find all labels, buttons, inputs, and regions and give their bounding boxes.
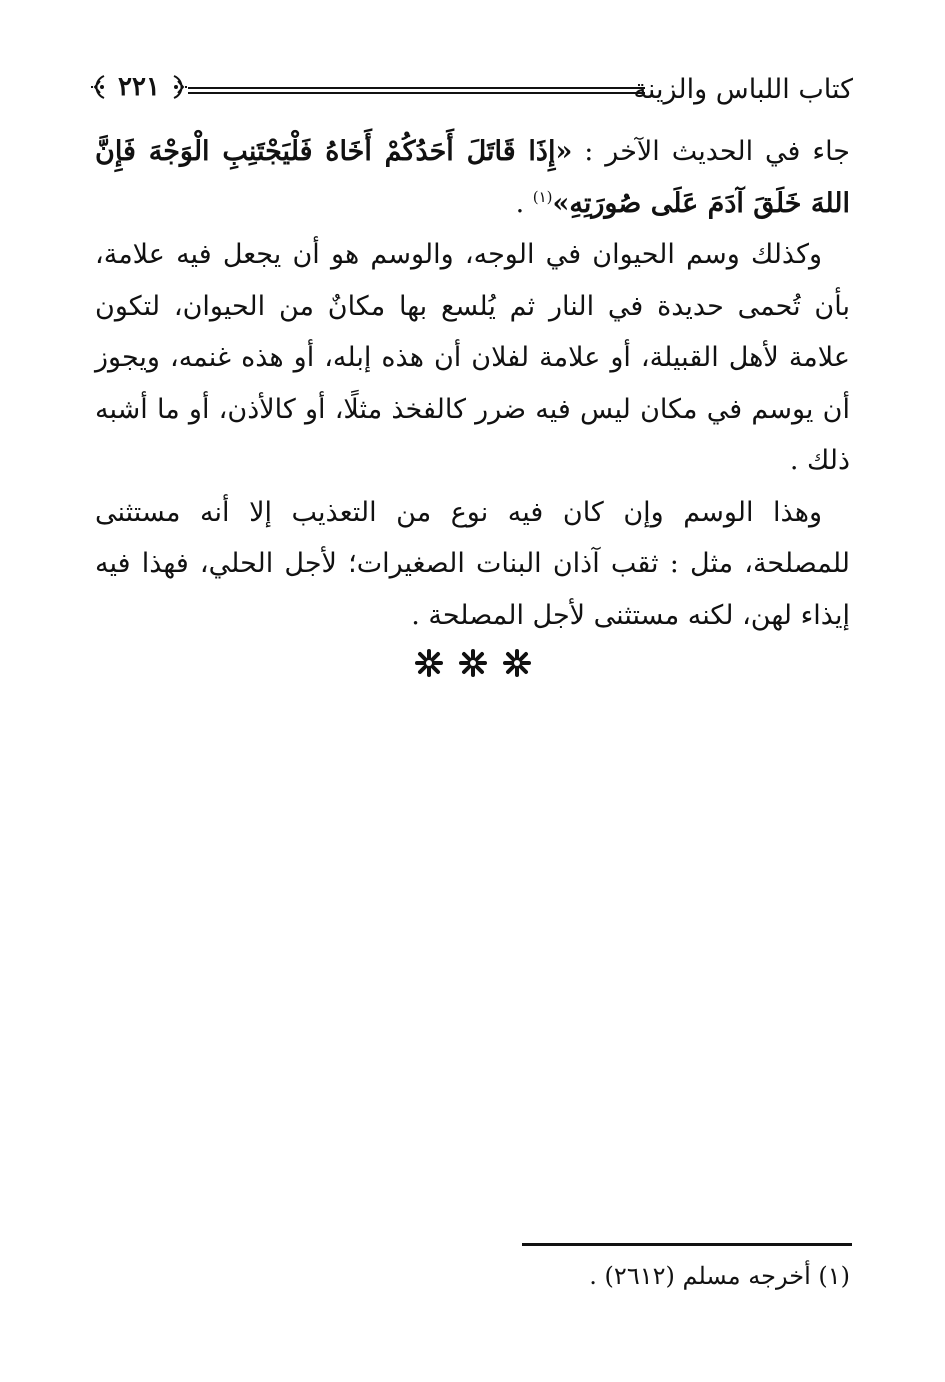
page-number-frame bbox=[90, 64, 188, 110]
footnote: (١) أخرجه مسلم (٢٦١٢) . bbox=[589, 1262, 850, 1290]
paragraph-hadith bbox=[95, 126, 850, 229]
footnote-divider bbox=[522, 1243, 852, 1246]
running-title: كتاب اللباس والزينة bbox=[633, 74, 853, 105]
asterisk-flower-icon bbox=[502, 648, 532, 678]
asterisk-flower-icon bbox=[414, 648, 444, 678]
hadith-quote: «إِذَا قَاتَلَ أَحَدُكُمْ أَخَاهُ فَلْيَجْتَنِبِ الْوَجْهَ فَإِنَّ اللهَ خَلَقَ آدَمَ عَلَى صُورَتِهِ» bbox=[95, 136, 850, 219]
main-text bbox=[95, 126, 850, 641]
section-separator bbox=[0, 648, 945, 680]
header-double-rule bbox=[188, 87, 645, 94]
ornament-icon bbox=[90, 74, 106, 100]
ornament-icon bbox=[172, 74, 188, 100]
paragraph-branding: وكذلك وسم الحيوان في الوجه، والوسم هو أن يجعل فيه علامة، بأن تُحمى حديدة في النار ثم يُلسع بها مكانٌ من الحيوان، لتكون علامة لأهل القبيلة، أو علامة لفلان أن هذه إبله، أو هذه غنمه، ويجوز أن يوسم في مكان ليس فيه ضرر كالفخذ مثلًا، أو كالأذن، أو ما أشبه ذلك . bbox=[95, 239, 850, 476]
paragraph-exception: وهذا الوسم وإن كان فيه نوع من التعذيب إلا أنه مستثنى للمصلحة، مثل : ثقب آذان البنات الصغيرات؛ لأجل الحلي، فهذا فيه إيذاء لهن، لكنه مستثنى لأجل المصلحة . bbox=[95, 496, 850, 631]
page-header bbox=[90, 62, 853, 114]
asterisk-flower-icon bbox=[458, 648, 488, 678]
paragraph-end: . bbox=[515, 187, 533, 219]
footnote-reference: (١) bbox=[532, 187, 553, 206]
paragraph-intro: جاء في الحديث الآخر : bbox=[572, 136, 850, 167]
page-number: ٢٢١ bbox=[118, 72, 160, 102]
